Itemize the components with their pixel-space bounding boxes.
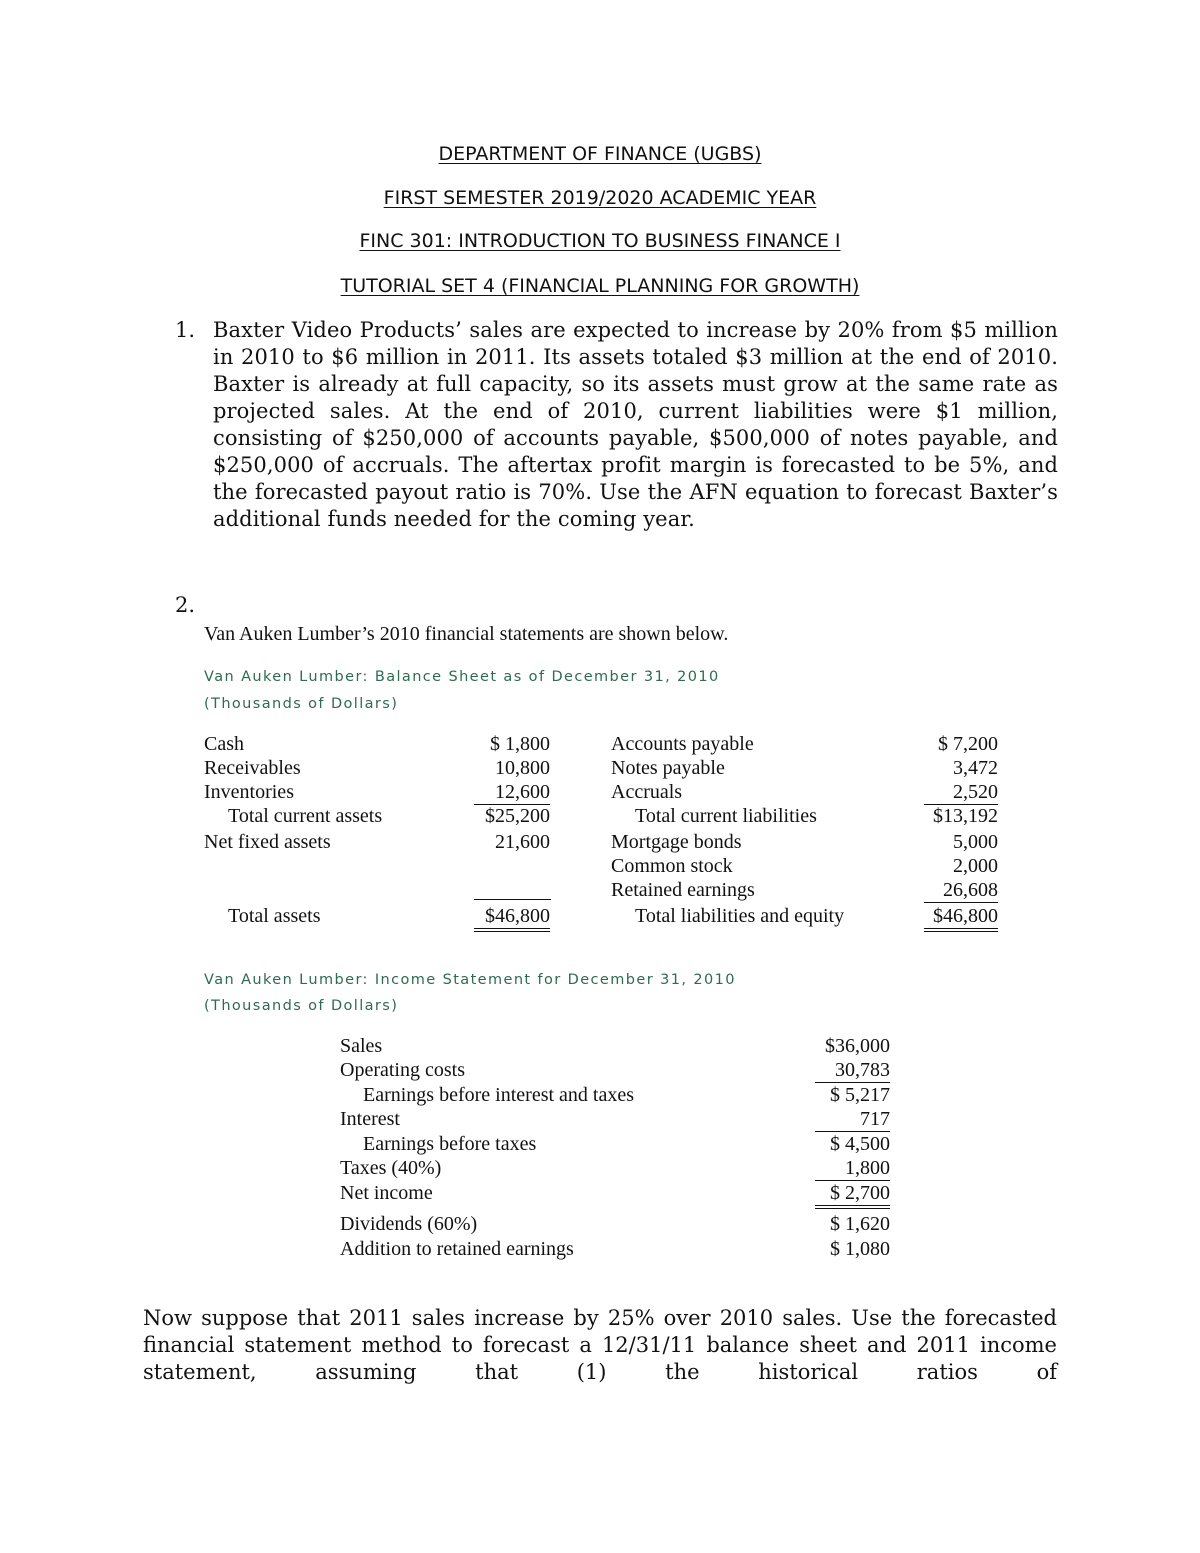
income-label: Dividends (60%) xyxy=(340,1213,478,1235)
question-1-text: Baxter Video Products’ sales are expected to increase by 20% from $5 million in 2010 to $6 million in 2011. Its assets totaled $3 million at the end of 2010. Baxter is already at full capacity, so its assets must grow at the same rate as projected sales. At the end of 2010, current liabilities were $1 million, consisting of $250,000 of accounts payable, $500,000 of notes payable, and $250,000 of accruals. The aftertax profit margin is forecasted to be 5%, and the forecasted payout ratio is 70%. Use the AFN equation to forecast Baxter’s additional funds needed for the coming year. xyxy=(213,318,1058,531)
income-value: $ 1,080 xyxy=(830,1238,890,1260)
balance-sheet-title: Van Auken Lumber: Balance Sheet as of December 31, 2010 xyxy=(204,669,720,685)
income-statement-title: Van Auken Lumber: Income Statement for December 31, 2010 xyxy=(204,972,736,988)
liability-value: $13,192 xyxy=(933,805,998,827)
liability-label: Accounts payable xyxy=(611,733,754,755)
asset-label: Inventories xyxy=(204,781,294,803)
asset-label: Receivables xyxy=(204,757,301,779)
liability-value: 5,000 xyxy=(953,831,998,853)
liability-value: $46,800 xyxy=(924,904,998,932)
question-1-number: 1. xyxy=(175,318,196,342)
asset-value: $25,200 xyxy=(485,805,550,827)
income-label: Addition to retained earnings xyxy=(340,1238,574,1260)
income-value: $ 2,700 xyxy=(815,1181,890,1209)
income-label: Net income xyxy=(340,1182,433,1204)
question-2-intro: Van Auken Lumber’s 2010 financial statements are shown below. xyxy=(204,623,729,645)
liability-value: 2,520 xyxy=(924,780,998,805)
asset-label: Total current assets xyxy=(228,805,383,827)
income-value: 30,783 xyxy=(815,1058,890,1083)
question-2-followup-text: Now suppose that 2011 sales increase by 25% over 2010 sales. Use the forecasted financial statement method to forecast a 12/31/11 balance sheet and 2011 income statement, assuming that (1) the historical ratios of xyxy=(143,1306,1057,1384)
liability-value: 3,472 xyxy=(953,757,998,779)
course-title: FINC 301: INTRODUCTION TO BUSINESS FINANCE I xyxy=(359,230,841,252)
income-value: 717 xyxy=(815,1107,890,1132)
income-value: $ 1,620 xyxy=(830,1213,890,1235)
income-value: $ 4,500 xyxy=(830,1133,890,1155)
income-value: $ 5,217 xyxy=(830,1084,890,1106)
income-label: Interest xyxy=(340,1108,400,1130)
liability-label: Common stock xyxy=(611,855,733,877)
liability-label: Notes payable xyxy=(611,757,725,779)
asset-value: 12,600 xyxy=(474,780,550,805)
liability-value: 2,000 xyxy=(953,855,998,877)
income-label: Sales xyxy=(340,1035,383,1057)
income-label: Earnings before interest and taxes xyxy=(363,1084,635,1106)
asset-value: $46,800 xyxy=(474,904,550,932)
assets-rule xyxy=(474,899,551,900)
department-title: DEPARTMENT OF FINANCE (UGBS) xyxy=(438,143,762,165)
asset-value: 21,600 xyxy=(495,831,550,853)
liability-label: Mortgage bonds xyxy=(611,831,742,853)
semester-title: FIRST SEMESTER 2019/2020 ACADEMIC YEAR xyxy=(383,187,817,209)
liability-label: Retained earnings xyxy=(611,879,755,901)
liability-value: 26,608 xyxy=(924,878,998,903)
income-label: Operating costs xyxy=(340,1059,465,1081)
income-statement-subtitle: (Thousands of Dollars) xyxy=(204,998,399,1014)
liability-label: Total liabilities and equity xyxy=(635,905,845,927)
liability-label: Total current liabilities xyxy=(635,805,817,827)
asset-value: 10,800 xyxy=(495,757,550,779)
balance-sheet-subtitle: (Thousands of Dollars) xyxy=(204,696,399,712)
liability-value: $ 7,200 xyxy=(938,733,998,755)
asset-value: $ 1,800 xyxy=(490,733,550,755)
asset-label: Net fixed assets xyxy=(204,831,331,853)
income-label: Taxes (40%) xyxy=(340,1157,442,1179)
income-value: $36,000 xyxy=(825,1035,890,1057)
asset-label: Total assets xyxy=(228,905,321,927)
question-2-number: 2. xyxy=(175,593,196,617)
income-value: 1,800 xyxy=(815,1156,890,1181)
tutorial-title: TUTORIAL SET 4 (FINANCIAL PLANNING FOR GROWTH) xyxy=(340,275,860,297)
liability-label: Accruals xyxy=(611,781,683,803)
income-label: Earnings before taxes xyxy=(363,1133,537,1155)
asset-label: Cash xyxy=(204,733,244,755)
